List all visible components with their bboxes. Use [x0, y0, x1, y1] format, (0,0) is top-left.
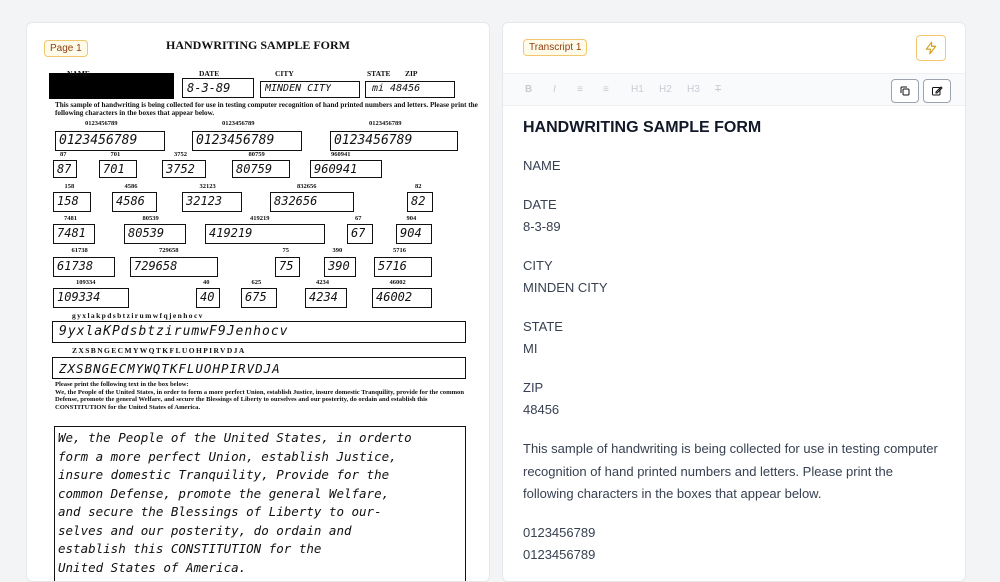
- digit-handwriting: 4234: [309, 290, 338, 304]
- uppercase-label: ZXSBNGECMYWQTKFLUOHPIRVDJA: [72, 346, 246, 355]
- transcript-field: [523, 377, 943, 421]
- digit-label: 40: [203, 279, 210, 286]
- digit-label: 5716: [393, 247, 406, 254]
- state-zip-handwriting: mi 48456: [372, 83, 421, 94]
- transcript-content[interactable]: [523, 119, 943, 566]
- digit-label: 625: [251, 279, 262, 286]
- digit-label: 32123: [199, 183, 216, 190]
- city-handwriting: MINDEN CITY: [265, 83, 332, 94]
- digit-handwriting: 61738: [57, 259, 94, 273]
- edit-icon: [931, 85, 943, 97]
- transcript-title: HANDWRITING SAMPLE FORM: [523, 119, 762, 136]
- digit-label: 80539: [142, 215, 159, 222]
- lowercase-label: gyxlakpdsbtzirumwfqjenhocv: [72, 311, 204, 320]
- editor-toolbar: [503, 73, 965, 106]
- digit-box: [347, 224, 373, 244]
- digit-box: [196, 288, 220, 308]
- transcript-field: [523, 316, 943, 360]
- numbered-list-icon[interactable]: ≡: [603, 84, 609, 95]
- digit-handwriting: 67: [351, 226, 366, 240]
- digit-label: 82: [415, 183, 422, 190]
- uppercase-handwriting: ZXSBNGECMYWQTKFLUOHPIRVDJA: [59, 361, 281, 376]
- digit-handwriting: 87: [57, 162, 72, 176]
- page-image-panel: [26, 22, 490, 582]
- transcript-digits-2: 0123456789: [523, 546, 596, 562]
- digit-box: [275, 257, 300, 277]
- digit-box: [324, 257, 356, 277]
- page-badge: Page 1: [44, 40, 88, 57]
- digit-label: 832656: [297, 183, 317, 190]
- digit-handwriting: 80539: [128, 226, 165, 240]
- digit-box: [330, 131, 458, 151]
- print-instructions: Please print the following text in the box below: We, the People of the United States, in order to form a more perfect Union, establish Justice, insure domestic Tranquility, provide for the common Defense, promote the general Welfare, and secure the Blessings of Liberty to ourselves and our posterity, do ordain and establish this CONSTITUTION for the United States of America.: [55, 381, 465, 411]
- transcript-field-label: NAME: [523, 158, 561, 173]
- transcript-paragraph: This sample of handwriting is being collected for use in testing computer recognition of hand printed numbers and letters. Please print the following characters in the boxes that appear below.: [523, 441, 938, 501]
- digit-box: [241, 288, 277, 308]
- transcript-field: [523, 155, 943, 177]
- digit-box: [130, 257, 218, 277]
- digit-box: [99, 160, 137, 178]
- edit-button[interactable]: [923, 79, 951, 103]
- transcript-field-label: CITY: [523, 258, 553, 273]
- digit-handwriting: 40: [200, 290, 215, 304]
- digit-box: [310, 160, 382, 178]
- digit-handwriting: 158: [57, 194, 79, 208]
- digit-box: [182, 192, 242, 212]
- digit-handwriting: 32123: [186, 194, 223, 208]
- bold-icon[interactable]: B: [525, 84, 533, 95]
- digit-handwriting: 80759: [236, 162, 273, 176]
- digit-box: [232, 160, 290, 178]
- digit-label: 109334: [76, 279, 96, 286]
- city-box: [260, 81, 360, 98]
- digit-handwriting: 4586: [116, 194, 145, 208]
- digit-handwriting: 701: [103, 162, 125, 176]
- form-instructions: This sample of handwriting is being collected for use in testing computer recognition of hand printed numbers and letters. Please print the following characters in the boxes that appear below.: [55, 101, 478, 118]
- digit-box: [305, 288, 347, 308]
- heading-1-icon[interactable]: H1: [631, 84, 644, 95]
- digit-handwriting: 832656: [274, 194, 318, 208]
- digit-label: 46002: [389, 279, 406, 286]
- digit-box: [53, 192, 91, 212]
- italic-icon[interactable]: I: [553, 84, 556, 95]
- paragraph-line: establish this CONSTITUTION for the: [58, 541, 322, 556]
- heading-2-icon[interactable]: H2: [659, 84, 672, 95]
- digit-handwriting: 960941: [314, 162, 358, 176]
- bullet-list-icon[interactable]: ≡: [577, 84, 583, 95]
- digit-box: [162, 160, 206, 178]
- date-label: DATE: [199, 69, 220, 78]
- digit-label: 80759: [248, 151, 265, 158]
- digit-label: 3752: [174, 151, 187, 158]
- digit-handwriting: 0123456789: [59, 133, 138, 148]
- transcript-field-label: STATE: [523, 319, 563, 334]
- digit-handwriting: 82: [411, 194, 426, 208]
- digit-handwriting: 419219: [209, 226, 253, 240]
- paragraph-line: insure domestic Tranquility, Provide for the: [58, 467, 390, 482]
- digit-label: 7481: [64, 215, 77, 222]
- digit-label: 67: [355, 215, 362, 222]
- paragraph-line: We, the People of the United States, in orderto: [58, 430, 412, 445]
- digit-label: 87: [60, 151, 67, 158]
- digit-label: 75: [282, 247, 289, 254]
- digit-box: [270, 192, 354, 212]
- digit-box: [205, 224, 325, 244]
- form-title: HANDWRITING SAMPLE FORM: [165, 38, 350, 52]
- digit-box: [53, 160, 77, 178]
- copy-icon: [899, 85, 911, 97]
- digit-label: 0123456789: [369, 120, 402, 127]
- digit-handwriting: 390: [328, 259, 350, 273]
- clear-format-icon[interactable]: T: [715, 84, 722, 95]
- digit-handwriting: 109334: [57, 290, 101, 304]
- digit-label: 61738: [71, 247, 88, 254]
- paragraph-line: form a more perfect Union, establish Justice,: [58, 448, 397, 464]
- heading-3-icon[interactable]: H3: [687, 84, 700, 95]
- state-zip-box: [365, 81, 455, 98]
- paragraph-line: United States of America.: [58, 559, 247, 575]
- digit-box: [55, 131, 165, 151]
- transcript-field-label: ZIP: [523, 380, 544, 395]
- transcript-field-value: 8-3-89: [523, 219, 561, 234]
- transcript-field-value: MI: [523, 341, 538, 356]
- digit-box: [372, 288, 432, 308]
- transcript-field-value: MINDEN CITY: [523, 280, 608, 295]
- transcript-digits-1: 0123456789: [523, 524, 596, 540]
- lowercase-box: [52, 321, 466, 343]
- transcript-badge: Transcript 1: [523, 39, 587, 56]
- digit-label: 904: [406, 215, 417, 222]
- date-handwriting: 8-3-89: [187, 81, 231, 95]
- paragraph-box: [54, 426, 466, 582]
- digit-box: [407, 192, 433, 212]
- digit-label: 960941: [331, 151, 351, 158]
- lowercase-handwriting: 9yxlaKPdsbtzirumwF9Jenhocv: [59, 324, 289, 339]
- digit-box: [53, 224, 95, 244]
- digit-handwriting: 0123456789: [196, 133, 275, 148]
- transcript-field: [523, 194, 943, 238]
- digit-box: [374, 257, 432, 277]
- digit-label: 158: [64, 183, 75, 190]
- digit-handwriting: 729658: [134, 259, 178, 273]
- digit-box: [53, 288, 129, 308]
- lightning-icon: [924, 41, 938, 55]
- paragraph-line: common Defense, promote the general Welfare,: [58, 485, 390, 501]
- digit-handwriting: 904: [400, 226, 422, 240]
- digit-handwriting: 675: [245, 290, 267, 304]
- digit-handwriting: 3752: [166, 162, 195, 176]
- uppercase-box: [52, 357, 466, 379]
- transcript-field-label: DATE: [523, 197, 557, 212]
- digit-handwriting: 5716: [378, 259, 407, 273]
- digit-box: [112, 192, 157, 212]
- copy-button[interactable]: [891, 79, 919, 103]
- digit-box: [192, 131, 302, 151]
- transcript-field: [523, 255, 943, 299]
- digit-handwriting: 0123456789: [334, 133, 413, 148]
- digit-label: 0123456789: [85, 120, 118, 127]
- digit-handwriting: 7481: [57, 226, 86, 240]
- transcript-panel: [502, 22, 966, 582]
- digit-label: 0123456789: [222, 120, 255, 127]
- digit-box: [396, 224, 432, 244]
- date-box: [182, 78, 254, 98]
- digit-label: 4234: [316, 279, 329, 286]
- transcript-fields: [523, 155, 943, 421]
- transcript-field-value: 48456: [523, 402, 560, 417]
- ai-transcribe-button[interactable]: [916, 35, 946, 61]
- digit-label: 701: [110, 151, 121, 158]
- city-label: CITY: [275, 69, 294, 78]
- paragraph-line: and secure the Blessings of Liberty to our-: [58, 504, 382, 519]
- digit-label: 729658: [159, 247, 179, 254]
- zip-label: ZIP: [405, 69, 418, 78]
- digit-box: [124, 224, 186, 244]
- digit-label: 390: [332, 247, 343, 254]
- digit-label: 419219: [250, 215, 270, 222]
- digit-label: 4586: [124, 183, 138, 190]
- digit-handwriting: 75: [279, 259, 294, 273]
- paragraph-line: selves and our posterity, do ordain and: [58, 522, 352, 538]
- digit-box: [53, 257, 115, 277]
- name-label: NAME: [67, 69, 90, 78]
- digit-handwriting: 46002: [376, 290, 413, 304]
- state-label: STATE: [367, 69, 391, 78]
